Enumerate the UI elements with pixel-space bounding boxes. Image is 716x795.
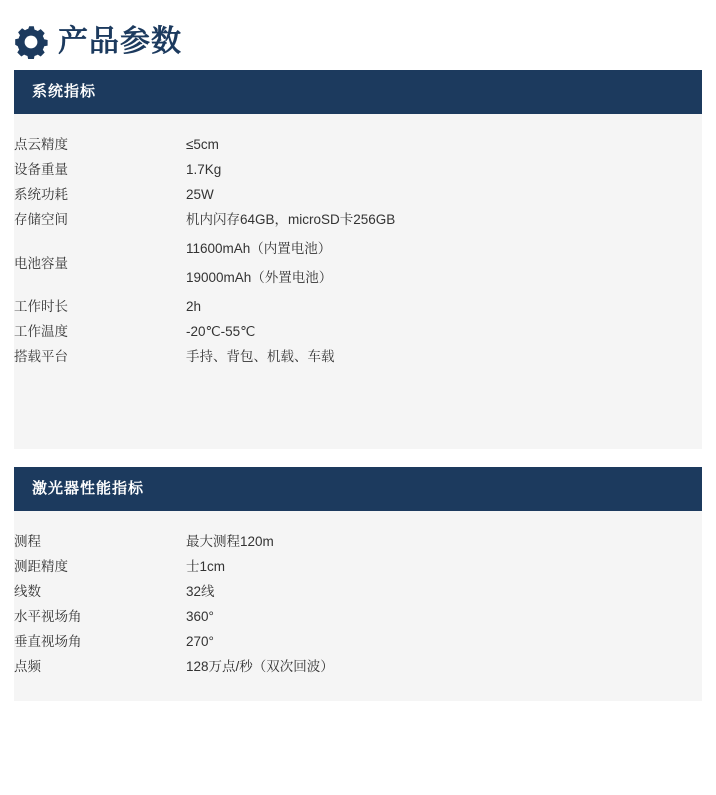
spec-table [14, 132, 702, 369]
table-row [14, 344, 702, 369]
spec-label: 线数 [14, 584, 41, 599]
page-title: 产品参数 [58, 25, 182, 58]
spec-label: 存储空间 [14, 212, 68, 227]
spec-label: 工作时长 [14, 299, 68, 314]
spec-value-line-1: 11600mAh（内置电池） [186, 241, 332, 256]
spec-label: 系统功耗 [14, 187, 68, 202]
spec-label: 垂直视场角 [14, 634, 82, 649]
spec-label: 设备重量 [14, 162, 68, 177]
table-row [14, 579, 702, 604]
table-row [14, 604, 702, 629]
table-row [14, 207, 702, 232]
spec-value-line-2: 19000mAh（外置电池） [186, 270, 333, 285]
table-row [14, 294, 702, 319]
table-row [14, 629, 702, 654]
section-title: 系统指标 [14, 70, 702, 114]
table-row [14, 529, 702, 554]
spec-value: 2h [186, 299, 202, 314]
spec-value: 270° [186, 634, 214, 649]
section-title: 激光器性能指标 [14, 467, 702, 511]
table-row [14, 654, 702, 679]
gear-icon [14, 25, 48, 59]
spec-label: 测程 [14, 534, 41, 549]
table-row [14, 132, 702, 157]
section-laser-specs [14, 467, 702, 701]
spec-label: 电池容量 [14, 255, 68, 271]
section-system-specs [14, 70, 702, 449]
spec-value: 128万点/秒（双次回波） [186, 659, 334, 674]
spec-value: 最大测程120m [186, 534, 274, 549]
spec-label: 搭载平台 [14, 349, 68, 364]
table-row [14, 319, 702, 344]
spec-label: 点频 [14, 659, 41, 674]
section-body [14, 114, 702, 449]
spec-value: 360° [186, 609, 214, 624]
spec-value: 士1cm [186, 559, 226, 574]
table-row [14, 554, 702, 579]
page-header [0, 0, 716, 70]
spec-value: 1.7Kg [186, 162, 222, 177]
spec-value: ≤5cm [186, 137, 219, 152]
spec-value: 32线 [186, 584, 215, 599]
spec-value: 机内闪存64GB，microSD卡256GB [186, 212, 396, 227]
table-row [14, 232, 702, 294]
spec-value: 25W [186, 187, 214, 202]
table-row [14, 182, 702, 207]
spec-value: -20℃-55℃ [186, 324, 256, 339]
table-row [14, 157, 702, 182]
spec-table [14, 529, 702, 679]
spec-label: 工作温度 [14, 324, 68, 339]
spec-value: 手持、背包、机载、车载 [186, 349, 335, 364]
spec-value [186, 232, 702, 294]
spec-label: 水平视场角 [14, 609, 82, 624]
section-body [14, 511, 702, 701]
spec-label: 点云精度 [14, 137, 68, 152]
spec-label: 测距精度 [14, 559, 68, 574]
